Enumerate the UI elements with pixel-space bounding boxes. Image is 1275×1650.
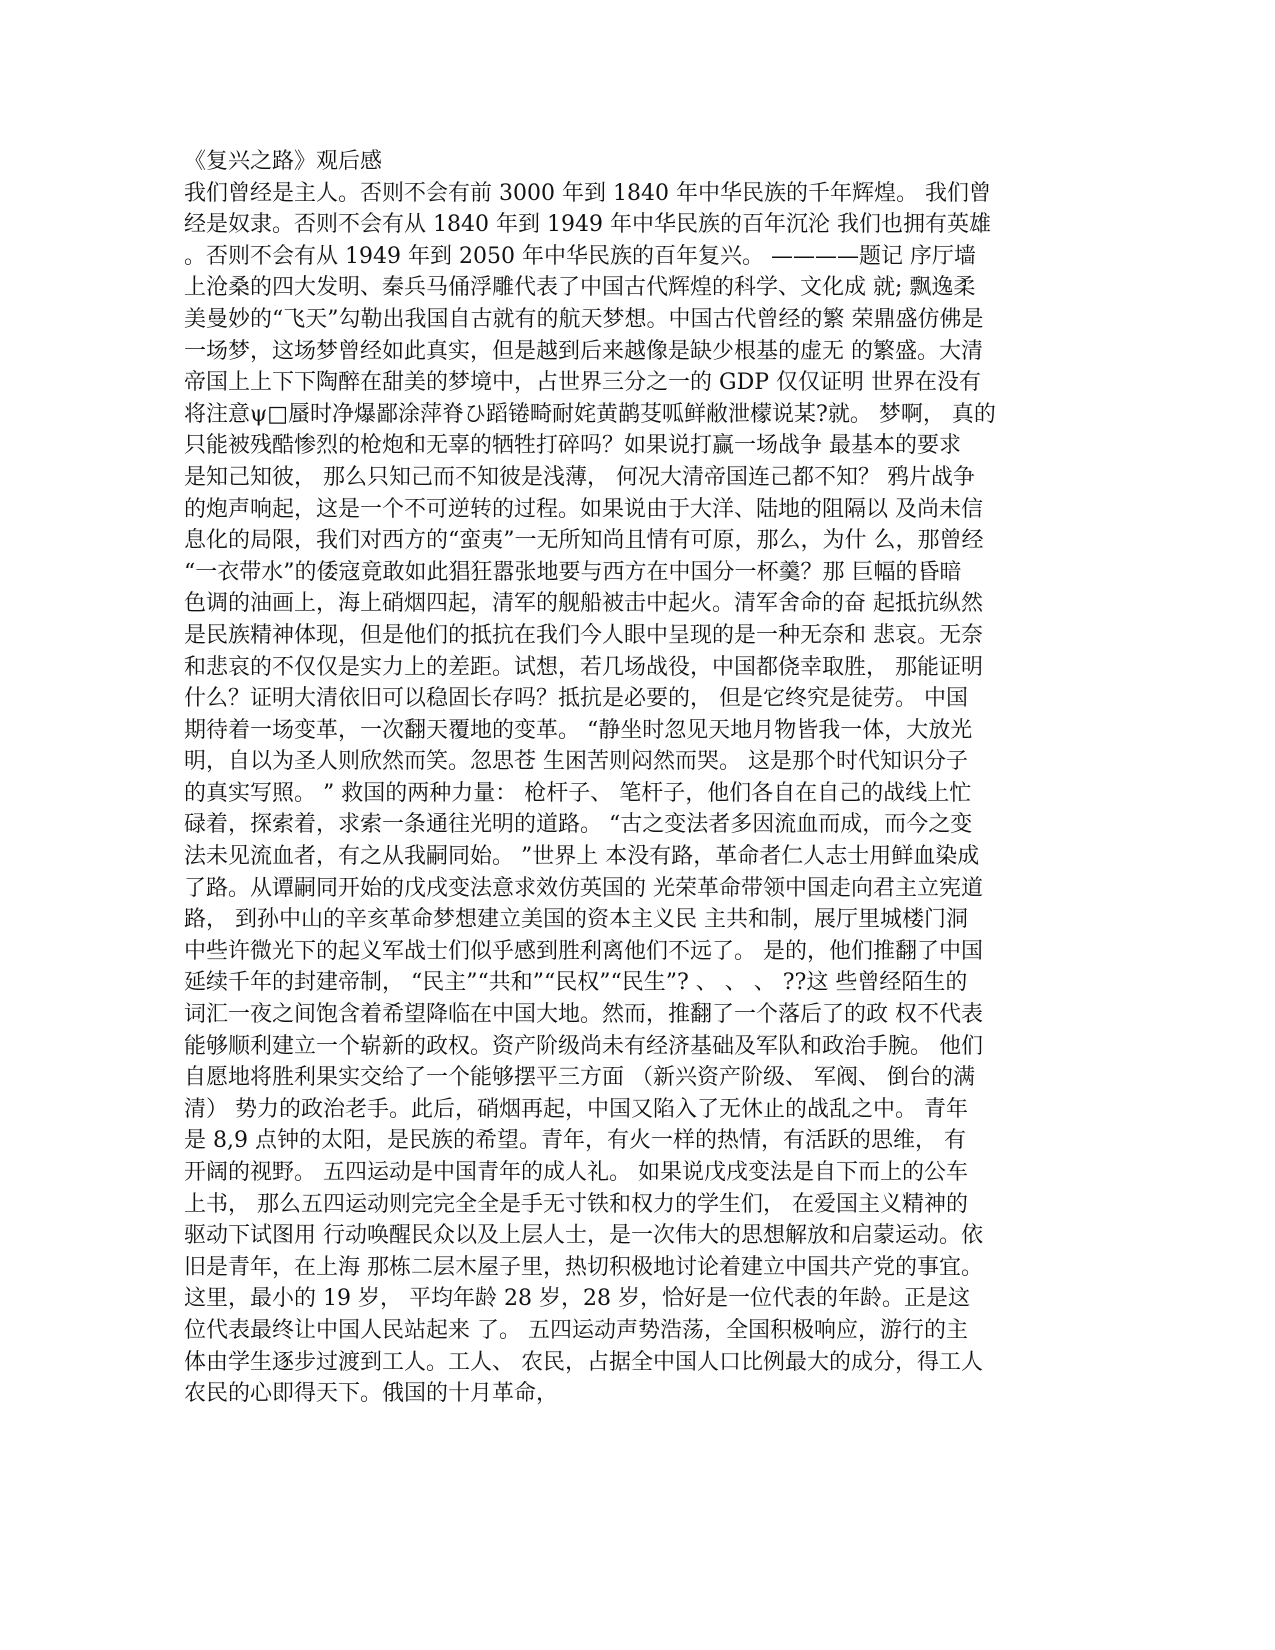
text-line: 将注意ψ□蜃时净爆鄙涂萍脊ひ蹈锩畸耐姹黄鹋芟呱鲜敝泄檬说某?就。 梦啊， 真的 (184, 401, 996, 427)
text-line: 什么？证明大清依旧可以稳固长存吗？抵抗是必要的， 但是它终究是徒劳。 中国 (184, 686, 968, 712)
text-line: 中些许微光下的起义军战士们似乎感到胜利离他们不远了。 是的，他们推翻了中国 (184, 938, 983, 964)
text-line: 延续千年的封建帝制， “民主”“共和”“民权”“民生”? 、 、 、 ??这 些曾经陌生的 (184, 970, 968, 996)
document-title: 《复兴之路》观后感 (184, 149, 383, 174)
text-line: 期待着一场变革，一次翻天覆地的变革。 “静坐时忽见天地月物皆我一体，大放光 (184, 717, 973, 743)
document-body (184, 146, 1064, 1410)
text-line: 。否则不会有从 1949 年到 2050 年中华民族的百年复兴。 ————题记 序厅墙 (184, 243, 976, 269)
text-line: 美曼妙的“飞天”勾勒出我国自古就有的航天梦想。中国古代曾经的繁 荣鼎盛仿佛是 (184, 306, 984, 332)
text-line: 位代表最终让中国人民站起来 了。 五四运动声势浩荡，全国积极响应，游行的主 (184, 1317, 968, 1343)
text-line: 明，自以为圣人则欣然而笑。忽思苍 生困苦则闷然而哭。 这是那个时代知识分子 (184, 749, 968, 775)
text-line: 法未见流血者，有之从我嗣同始。 ”世界上 本没有路，革命者仁人志士用鲜血染成 (184, 844, 980, 870)
text-line: 词汇一夜之间饱含着希望降临在中国大地。然而，推翻了一个落后了的政 权不代表 (184, 1002, 983, 1028)
text-line: 上书， 那么五四运动则完完全全是手无寸铁和权力的学生们， 在爱国主义精神的 (184, 1191, 968, 1217)
text-line: 是民族精神体现，但是他们的抵抗在我们今人眼中呈现的是一种无奈和 悲哀。无奈 (184, 622, 983, 648)
text-line: 驱动下试图用 行动唤醒民众以及上层人士，是一次伟大的思想解放和启蒙运动。依 (184, 1223, 983, 1249)
text-line: 碌着，探索着，求索一条通往光明的道路。 “古之变法者多因流血而成，而今之变 (184, 812, 973, 838)
text-line: 清） 势力的政治老手。此后，硝烟再起，中国又陷入了无休止的战乱之中。 青年 (184, 1096, 968, 1122)
document-text (184, 178, 1064, 1410)
text-line: 帝国上上下下陶醉在甜美的梦境中，占世界三分之一的 GDP 仅仅证明 世界在没有 (184, 370, 981, 396)
text-line: 自愿地将胜利果实交给了一个能够摆平三方面 （新兴资产阶级、 军阀、 倒台的满 (184, 1065, 975, 1091)
text-line: 经是奴隶。否则不会有从 1840 年到 1949 年中华民族的百年沉沦 我们也拥有英雄 (184, 212, 991, 238)
text-line: “一衣带水”的倭寇竟敢如此猖狂嚣张地要与西方在中国分一杯羹？那 巨幅的昏暗 (184, 559, 962, 585)
text-line: 路， 到孙中山的辛亥革命梦想建立美国的资本主义民 主共和制，展厅里城楼门洞 (184, 907, 968, 933)
text-line: 这里，最小的 19 岁， 平均年龄 28 岁，28 岁，恰好是一位代表的年龄。正是这 (184, 1286, 970, 1312)
text-line: 的真实写照。 ” 救国的两种力量： 枪杆子、 笔杆子，他们各自在自己的战线上忙 (184, 780, 972, 806)
text-line: 体由学生逐步过渡到工人。工人、 农民，占据全中国人口比例最大的成分，得工人 (184, 1349, 983, 1375)
text-line: 只能被残酷惨烈的枪炮和无辜的牺牲打碎吗？如果说打赢一场战争 最基本的要求 (184, 433, 961, 459)
text-line: 是知己知彼， 那么只知己而不知彼是浅薄， 何况大清帝国连己都不知？ 鸦片战争 (184, 464, 975, 490)
text-line: 农民的心即得天下。俄国的十月革命， (184, 1381, 559, 1407)
text-line: 上沧桑的四大发明、秦兵马俑浮雕代表了中国古代辉煌的科学、文化成 就; 飘逸柔 (184, 275, 976, 301)
text-line: 的炮声响起，这是一个不可逆转的过程。如果说由于大洋、陆地的阻隔以 及尚未信 (184, 496, 983, 522)
text-line: 和悲哀的不仅仅是实力上的差距。试想，若几场战役，中国都侥幸取胜， 那能证明 (184, 654, 983, 680)
text-line: 一场梦，这场梦曾经如此真实，但是越到后来越像是缺少根基的虚无 的繁盛。大清 (184, 338, 983, 364)
text-line: 开阔的视野。 五四运动是中国青年的成人礼。 如果说戊戌变法是自下而上的公车 (184, 1160, 968, 1185)
text-line: 旧是青年，在上海 那栋二层木屋子里，热切积极地讨论着建立中国共产党的事宜。 (184, 1254, 983, 1280)
text-line: 是 8,9 点钟的太阳，是民族的希望。青年，有火一样的热情，有活跃的思维， 有 (184, 1128, 966, 1154)
text-line: 息化的局限，我们对西方的“蛮夷”一无所知尚且情有可原，那么，为什 么，那曾经 (184, 528, 984, 554)
text-line: 了路。从谭嗣同开始的戊戌变法意求效仿英国的 光荣革命带领中国走向君主立宪道 (184, 875, 983, 901)
text-line: 我们曾经是主人。否则不会有前 3000 年到 1840 年中华民族的千年辉煌。 我们曾 (184, 180, 991, 206)
text-line: 能够顺利建立一个崭新的政权。资产阶级尚未有经济基础及军队和政治手腕。 他们 (184, 1033, 983, 1059)
text-line: 色调的油画上，海上硝烟四起，清军的舰船被击中起火。清军舍命的奋 起抵抗纵然 (184, 591, 983, 617)
